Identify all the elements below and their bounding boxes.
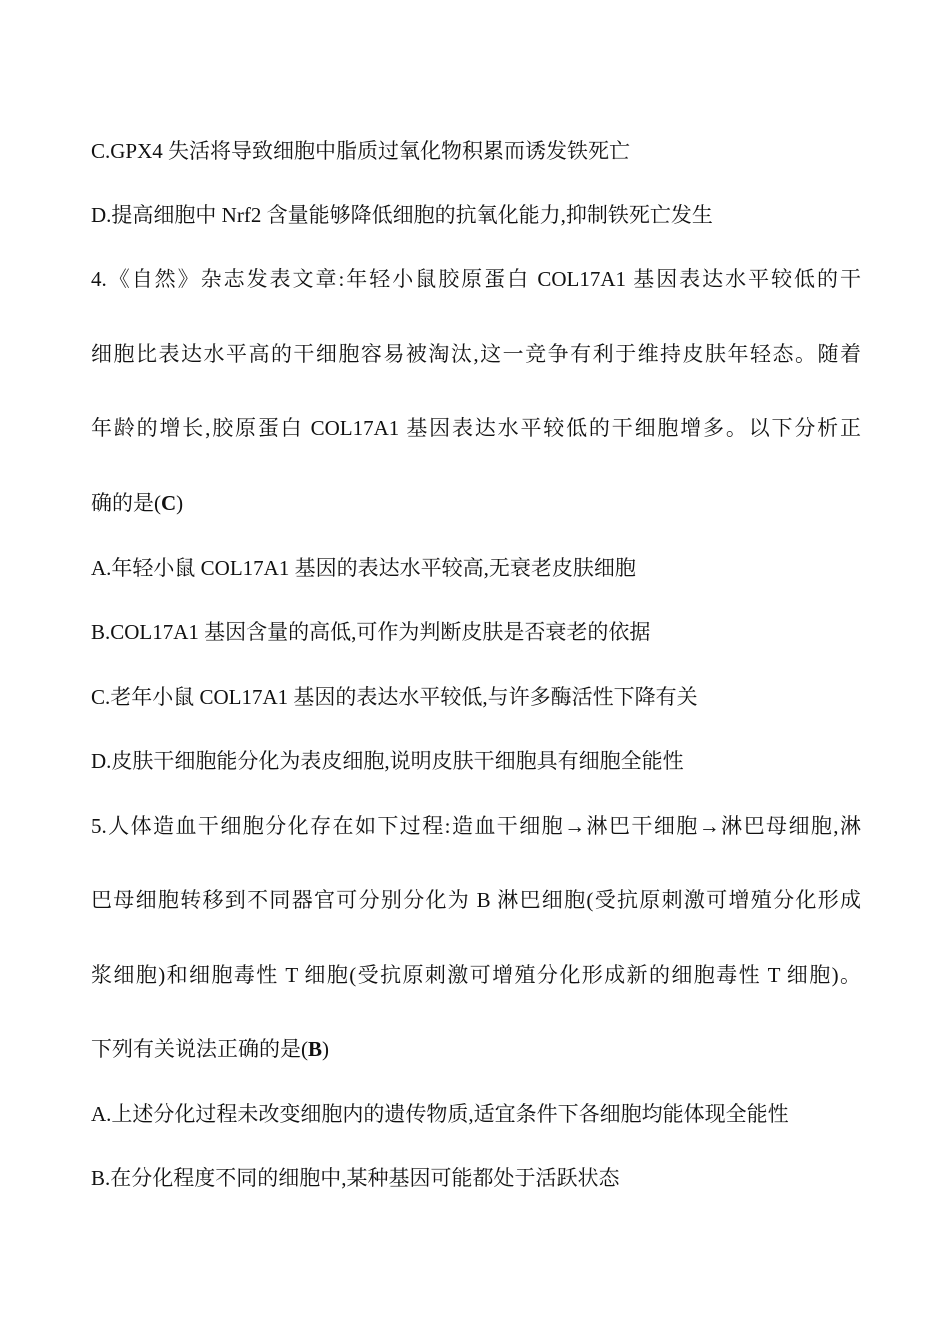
q5-stem-line-1: 5.人体造血干细胞分化存在如下过程:造血干细胞→淋巴干细胞→淋巴母细胞,淋 xyxy=(91,814,861,838)
q5-stem-suffix: ) xyxy=(322,1037,330,1061)
q3-option-d: D.提高细胞中 Nrf2 含量能够降低细胞的抗氧化能力,抑制铁死亡发生 xyxy=(91,203,713,227)
q5-stem-prefix: 下列有关说法正确的是( xyxy=(91,1037,308,1061)
q4-stem-suffix: ) xyxy=(176,491,184,515)
q5-option-b: B.在分化程度不同的细胞中,某种基因可能都处于活跃状态 xyxy=(91,1166,620,1190)
q5-answer: B xyxy=(308,1037,323,1061)
q4-option-a: A.年轻小鼠 COL17A1 基因的表达水平较高,无衰老皮肤细胞 xyxy=(91,556,636,580)
q5-option-a: A.上述分化过程未改变细胞内的遗传物质,适宜条件下各细胞均能体现全能性 xyxy=(91,1102,789,1126)
q5-stem-line-2: 巴母细胞转移到不同器官可分别分化为 B 淋巴细胞(受抗原刺激可增殖分化形成 xyxy=(91,888,861,912)
q4-stem-line-1: 4.《自然》杂志发表文章:年轻小鼠胶原蛋白 COL17A1 基因表达水平较低的干 xyxy=(91,267,861,291)
q4-stem-line-4 xyxy=(91,490,861,516)
q5-stem-line-3: 浆细胞)和细胞毒性 T 细胞(受抗原刺激可增殖分化形成新的细胞毒性 T 细胞)。 xyxy=(91,963,861,987)
q3-option-c: C.GPX4 失活将导致细胞中脂质过氧化物积累而诱发铁死亡 xyxy=(91,139,631,163)
q4-stem-line-2: 细胞比表达水平高的干细胞容易被淘汰,这一竞争有利于维持皮肤年轻态。随着 xyxy=(91,342,861,366)
q4-option-d: D.皮肤干细胞能分化为表皮细胞,说明皮肤干细胞具有细胞全能性 xyxy=(91,749,684,773)
q4-stem-line-3: 年龄的增长,胶原蛋白 COL17A1 基因表达水平较低的干细胞增多。以下分析正 xyxy=(91,416,861,440)
q4-stem-prefix: 确的是( xyxy=(91,491,161,515)
q4-option-b: B.COL17A1 基因含量的高低,可作为判断皮肤是否衰老的依据 xyxy=(91,620,651,644)
q5-stem-line-4 xyxy=(91,1036,861,1062)
q4-answer: C xyxy=(161,491,177,515)
q4-option-c: C.老年小鼠 COL17A1 基因的表达水平较低,与许多酶活性下降有关 xyxy=(91,685,698,709)
